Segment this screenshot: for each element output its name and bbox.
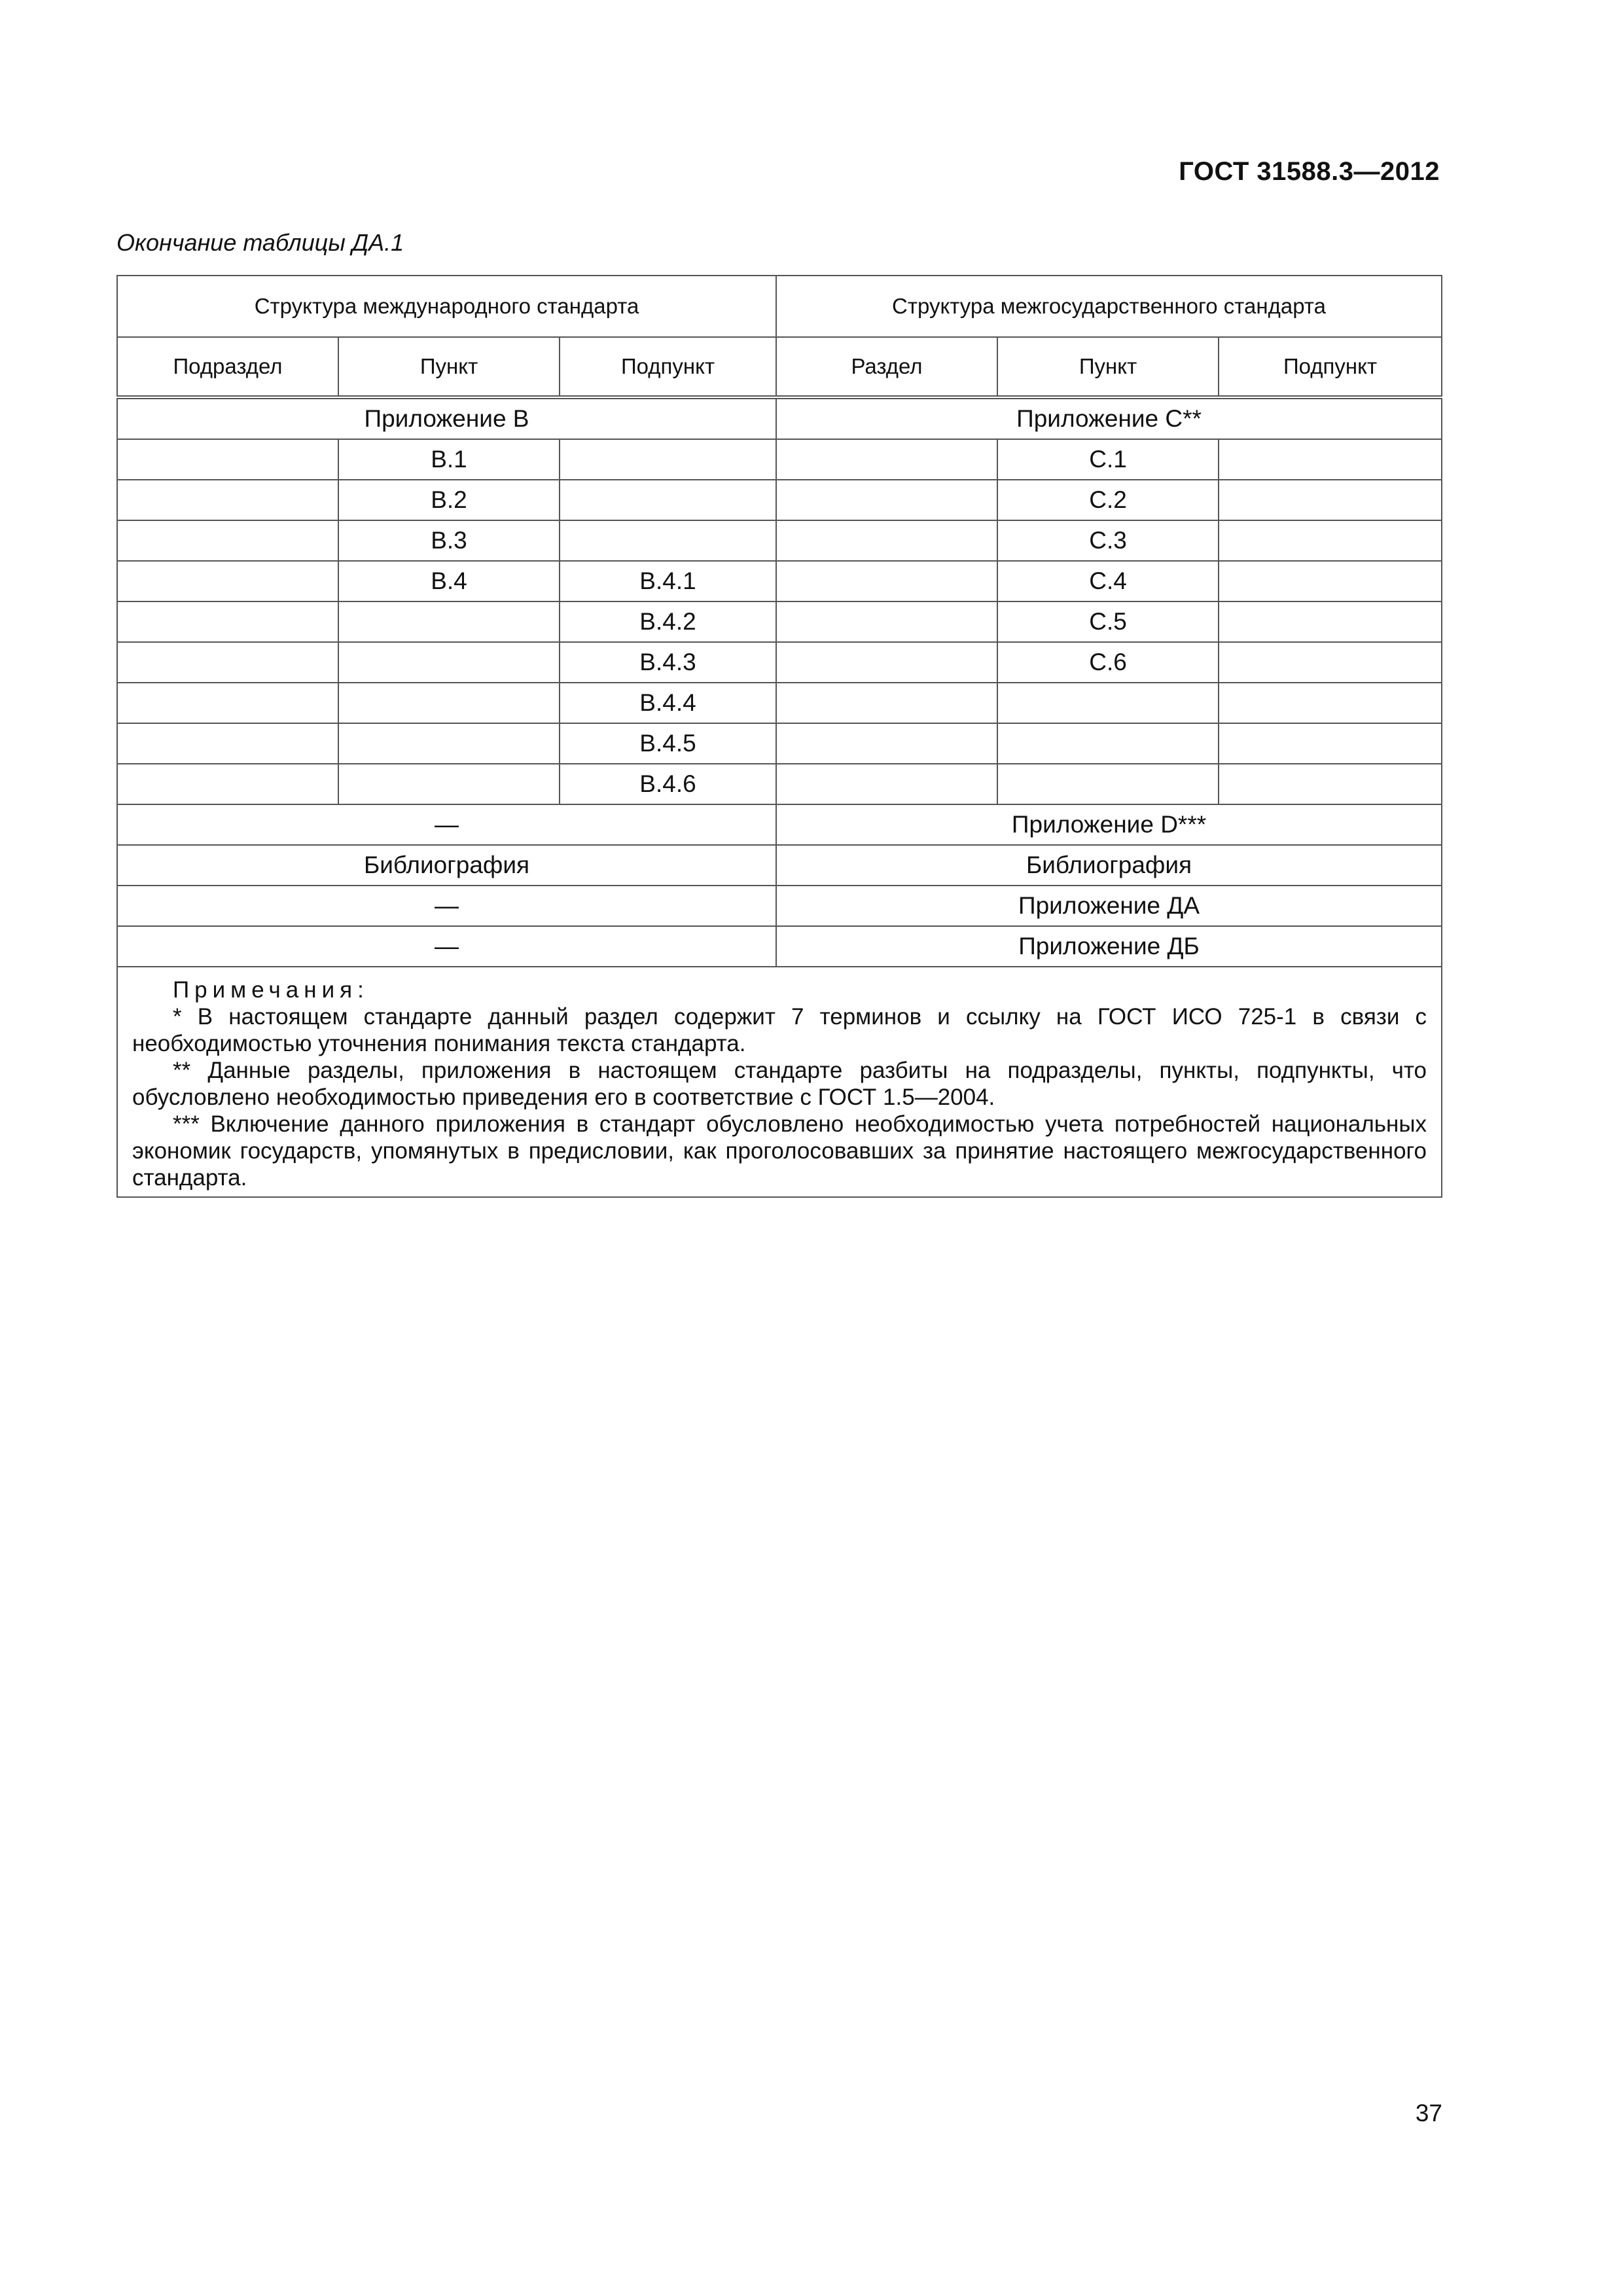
table-cell <box>776 764 997 804</box>
col-header: Пункт <box>338 337 560 397</box>
table-row <box>117 804 1442 845</box>
table-cell <box>338 723 560 764</box>
table-cell: В.4.1 <box>560 561 776 601</box>
table-cell <box>776 561 997 601</box>
table-cell <box>117 520 338 561</box>
table-cell <box>776 439 997 480</box>
table-cell <box>776 723 997 764</box>
table-cell <box>1219 439 1442 480</box>
table-cell: Приложение В <box>117 397 776 439</box>
notes-row <box>117 967 1442 1197</box>
table-cell: — <box>117 926 776 967</box>
table-cell <box>560 520 776 561</box>
group-header-international: Структура международного стандарта <box>117 276 776 337</box>
table-cell <box>1219 561 1442 601</box>
table-row <box>117 439 1442 480</box>
page-number: 37 <box>1415 2100 1442 2126</box>
table-cell <box>776 601 997 642</box>
table-cell <box>997 723 1219 764</box>
table-row <box>117 520 1442 561</box>
table-cell: В.4 <box>338 561 560 601</box>
table-cell <box>117 480 338 520</box>
document-code: ГОСТ 31588.3—2012 <box>1179 157 1440 186</box>
table-cell <box>776 642 997 683</box>
table-cell <box>338 683 560 723</box>
table-row <box>117 480 1442 520</box>
col-header: Подпункт <box>560 337 776 397</box>
table-row <box>117 886 1442 926</box>
table-cell: С.4 <box>997 561 1219 601</box>
table-cell <box>776 683 997 723</box>
table-cell <box>1219 601 1442 642</box>
table-cell: Приложение ДА <box>776 886 1442 926</box>
table-cell: Приложение ДБ <box>776 926 1442 967</box>
table-cell <box>1219 520 1442 561</box>
table-cell <box>117 723 338 764</box>
col-header: Пункт <box>997 337 1219 397</box>
table-cell <box>117 561 338 601</box>
table-cell <box>1219 480 1442 520</box>
table-cell: С.5 <box>997 601 1219 642</box>
table-row <box>117 926 1442 967</box>
table-cell <box>338 642 560 683</box>
table-cell: В.4.6 <box>560 764 776 804</box>
table-cell <box>117 601 338 642</box>
table-cell <box>997 683 1219 723</box>
col-header: Раздел <box>776 337 997 397</box>
table-cell <box>1219 764 1442 804</box>
table-cell: Библиография <box>776 845 1442 886</box>
table-row <box>117 397 1442 439</box>
table-cell: В.4.2 <box>560 601 776 642</box>
table-row <box>117 683 1442 723</box>
sub-header-row <box>117 337 1442 397</box>
table-cell: В.3 <box>338 520 560 561</box>
note-item: * В настоящем стандарте данный раздел содержит 7 терминов и ссылку на ГОСТ ИСО 725-1 в связи с необходимостью уточнения понимания текста стандарта. <box>132 1004 1427 1056</box>
table-cell: С.6 <box>997 642 1219 683</box>
table-cell <box>1219 683 1442 723</box>
table-cell <box>997 764 1219 804</box>
notes-title: Примечания: <box>173 977 369 1003</box>
table-cell <box>560 480 776 520</box>
table-caption: Окончание таблицы ДА.1 <box>116 229 404 256</box>
table-cell: В.2 <box>338 480 560 520</box>
structure-comparison-table <box>116 275 1442 1198</box>
table-cell <box>117 764 338 804</box>
table-cell <box>1219 642 1442 683</box>
note-item: ** Данные разделы, приложения в настоящем стандарте разбиты на подразделы, пункты, подпункты, что обусловлено необходимостью приведения его в соответствие с ГОСТ 1.5—2004. <box>132 1058 1427 1110</box>
table-cell <box>560 439 776 480</box>
table-cell: В.1 <box>338 439 560 480</box>
table-cell <box>776 480 997 520</box>
table-row <box>117 845 1442 886</box>
table-cell <box>338 764 560 804</box>
table-cell: В.4.4 <box>560 683 776 723</box>
table-cell <box>338 601 560 642</box>
table-cell: С.2 <box>997 480 1219 520</box>
table-cell <box>776 520 997 561</box>
table-row <box>117 764 1442 804</box>
table-cell: Приложение С** <box>776 397 1442 439</box>
table-cell: С.1 <box>997 439 1219 480</box>
group-header-interstate: Структура межгосударственного стандарта <box>776 276 1442 337</box>
table-cell: — <box>117 886 776 926</box>
table-row <box>117 561 1442 601</box>
table-row <box>117 723 1442 764</box>
table-cell <box>117 439 338 480</box>
table-cell: В.4.3 <box>560 642 776 683</box>
table-cell: — <box>117 804 776 845</box>
group-header-row <box>117 276 1442 337</box>
table-cell: С.3 <box>997 520 1219 561</box>
table-cell <box>1219 723 1442 764</box>
table-cell <box>117 683 338 723</box>
table-cell: Приложение D*** <box>776 804 1442 845</box>
table-row <box>117 642 1442 683</box>
table-row <box>117 601 1442 642</box>
notes-cell <box>117 967 1442 1197</box>
table-cell: В.4.5 <box>560 723 776 764</box>
table-cell: Библиография <box>117 845 776 886</box>
col-header: Подраздел <box>117 337 338 397</box>
table-cell <box>117 642 338 683</box>
note-item: *** Включение данного приложения в стандарт обусловлено необходимостью учета потребностей национальных экономик государств, упомянутых в предисловии, как проголосовавших за принятие настоящего межгосударственного стандарта. <box>132 1111 1427 1191</box>
col-header: Подпункт <box>1219 337 1442 397</box>
